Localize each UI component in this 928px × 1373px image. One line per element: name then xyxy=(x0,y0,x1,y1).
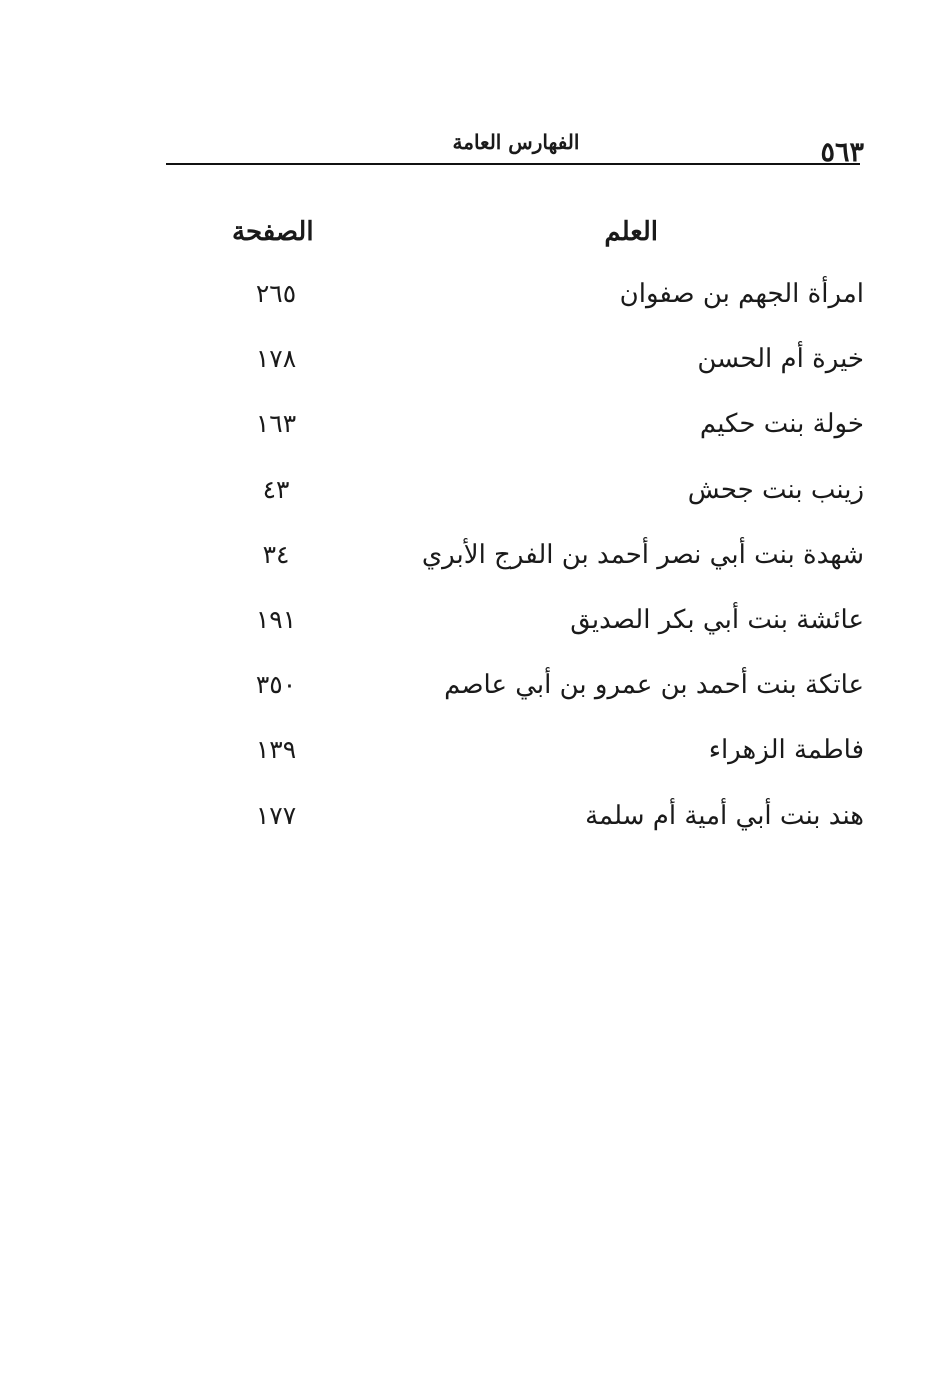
table-row xyxy=(200,521,864,586)
table-row xyxy=(200,782,864,847)
index-table xyxy=(200,210,864,847)
table-row xyxy=(200,325,864,390)
entry-page: ٤٣ xyxy=(262,474,290,504)
running-header xyxy=(166,126,866,166)
page-number: ٥٦٣ xyxy=(820,137,864,168)
entry-name: فاطمة الزهراء xyxy=(708,735,864,766)
entry-page: ١٦٣ xyxy=(255,409,297,439)
entry-page: ٣٥٠ xyxy=(255,670,297,700)
entry-page: ١٩١ xyxy=(255,604,297,634)
entry-page: ١٧٧ xyxy=(255,800,297,830)
table-row xyxy=(200,651,864,716)
running-header-title: الفهارس العامة xyxy=(452,130,580,154)
entry-page: ٢٦٥ xyxy=(255,279,297,308)
entry-page: ١٣٩ xyxy=(255,735,297,765)
entry-name: هند بنت أبي أمية أم سلمة xyxy=(585,800,864,831)
entry-page: ١٧٨ xyxy=(255,344,297,374)
column-header-name: العلم xyxy=(604,217,658,247)
table-header xyxy=(200,210,864,260)
table-row xyxy=(200,260,864,325)
entry-name: شهدة بنت أبي نصر أحمد بن الفرج الأبري xyxy=(421,539,864,570)
entry-name: خيرة أم الحسن xyxy=(697,344,864,375)
table-row xyxy=(200,716,864,781)
table-row xyxy=(200,456,864,521)
entry-name: خولة بنت حكيم xyxy=(699,409,864,440)
table-row xyxy=(200,586,864,651)
column-header-page: الصفحة xyxy=(232,217,314,247)
entry-name: عائشة بنت أبي بكر الصديق xyxy=(570,604,864,635)
header-rule xyxy=(166,163,860,165)
entry-name: زينب بنت جحش xyxy=(687,474,864,505)
table-row xyxy=(200,390,864,455)
entry-page: ٣٤ xyxy=(262,539,290,569)
entry-name: عاتكة بنت أحمد بن عمرو بن أبي عاصم xyxy=(444,670,864,701)
entry-name: امرأة الجهم بن صفوان xyxy=(619,279,864,309)
